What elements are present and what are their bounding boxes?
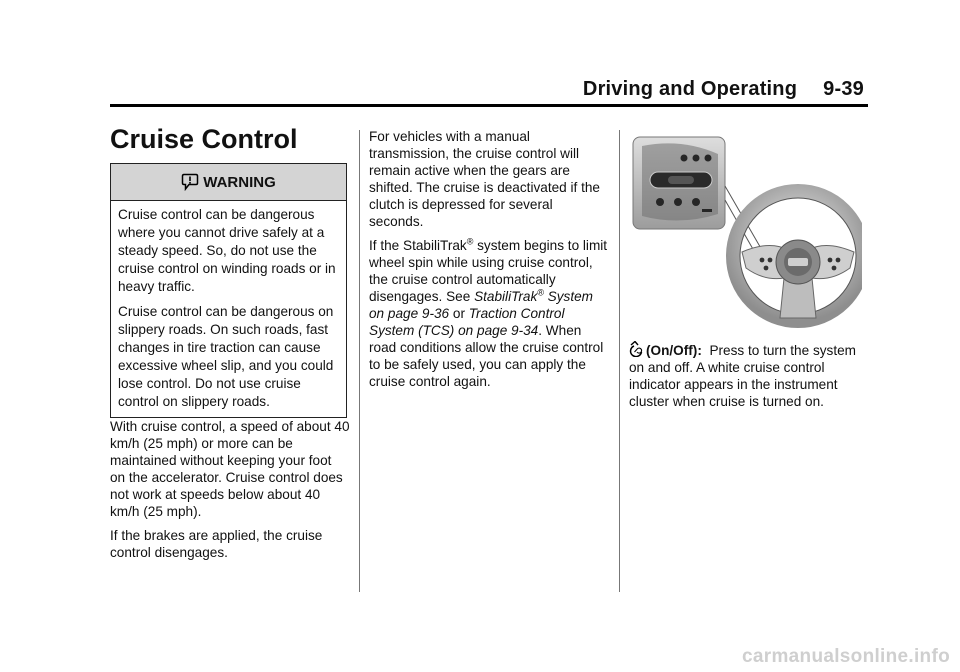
warning-label: WARNING [203, 173, 276, 191]
warning-box [110, 163, 347, 418]
column-3-text [629, 341, 861, 417]
cruise-on-off-description [629, 341, 861, 410]
warning-body [111, 201, 346, 417]
cruise-on-off-icon [629, 341, 643, 357]
text-run: or [449, 306, 469, 321]
page-number: 9-39 [823, 78, 864, 100]
column-divider [359, 130, 360, 592]
link-traction-control[interactable]: Traction Control System (TCS) on page 9-34 [369, 306, 565, 338]
link-stabilitrak[interactable]: StabiliTrak® System on page 9-36 [369, 287, 594, 321]
text-run: . When road conditions allow the cruise control to be safely used, you can apply the cruise control again. [369, 323, 604, 389]
paragraph [369, 237, 609, 390]
section-title: Cruise Control [110, 124, 298, 154]
term-on-off: (On/Off): [646, 343, 702, 358]
section-name: Driving and Operating [582, 78, 798, 100]
text-run: If the StabiliTrak [369, 238, 467, 253]
paragraph: If the brakes are applied, the cruise control disengages. [110, 528, 323, 560]
warning-paragraph: Cruise control can be dangerous on slippery roads. On such roads, fast changes in tire traction can cause excessive wheel slip, and you could lose control. Do not use cruise control on slippery roads. [118, 304, 334, 409]
text-run: system begins to limit wheel spin while using cruise control, the cruise control automatically disengages. See [369, 238, 608, 304]
running-head [583, 78, 864, 101]
header-rule [110, 104, 868, 107]
warning-header [111, 164, 346, 201]
steering-wheel-cruise-controls-illustration [632, 136, 862, 336]
watermark: carmanualsonline.info [742, 646, 950, 667]
warning-speech-bubble-icon [181, 173, 199, 191]
warning-paragraph: Cruise control can be dangerous where you cannot drive safely at a steady speed. So, do not use the cruise control on winding roads or in heavy traffic. [118, 207, 336, 294]
column-1-text [110, 418, 350, 568]
paragraph: With cruise control, a speed of about 40 km/h (25 mph) or more can be maintained without keeping your foot on the accelerator. Cruise control does not work at speeds below about 40 km/h (25 mph). [110, 419, 350, 519]
column-2-text [369, 128, 609, 397]
registered-mark: ® [466, 236, 474, 247]
paragraph: For vehicles with a manual transmission, the cruise control will remain active when the gears are shifted. The cruise is deactivated if the clutch is depressed for several seconds. [369, 129, 600, 229]
column-divider [619, 130, 620, 592]
term-description: Press to turn the system on and off. A white cruise control indicator appears in the instrument cluster when cruise is turned on. [629, 343, 857, 409]
